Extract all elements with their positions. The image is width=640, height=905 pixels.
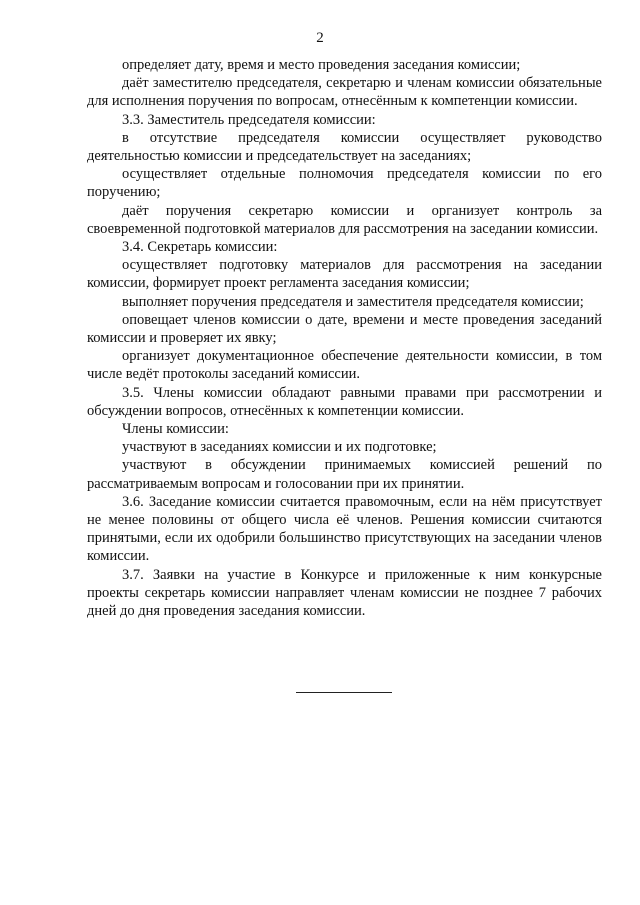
section-3-6-quorum: 3.6. Заседание комиссии считается правомочным, если на нём присутствует не менее половины от общего числа её членов. Решения комиссии считаются принятыми, если их одобрили большинство присутствующих на заседании членов комиссии. bbox=[87, 493, 602, 565]
section-3-7-applications: 3.7. Заявки на участие в Конкурсе и приложенные к ним конкурсные проекты секретарь комиссии направляет членам комиссии не позднее 7 рабочих дней до дня проведения заседания комиссии. bbox=[87, 566, 602, 620]
page-number: 2 bbox=[316, 30, 324, 46]
paragraph-deputy-orders: даёт поручения секретарю комиссии и организует контроль за своевременной подготовкой материалов для рассмотрения на заседании комиссии. bbox=[87, 202, 602, 237]
paragraph-members-discuss: участвуют в обсуждении принимаемых комиссией решений по рассматриваемым вопросам и голосовании при их принятии. bbox=[87, 457, 602, 492]
section-3-5-equal-rights: 3.5. Члены комиссии обладают равными правами при рассмотрении и обсуждении вопросов, отнесённых к компетенции комиссии. bbox=[87, 384, 602, 419]
paragraph-deputy-powers: осуществляет отдельные полномочия председателя комиссии по его поручению; bbox=[87, 166, 602, 201]
paragraph-members-participate: участвуют в заседаниях комиссии и их подготовке; bbox=[122, 439, 437, 456]
paragraph-secretary-documents: организует документационное обеспечение деятельности комиссии, в том числе ведёт протоколы заседаний комиссии. bbox=[87, 348, 602, 383]
paragraph-deputy-leads: в отсутствие председателя комиссии осуществляет руководство деятельностью комиссии и председательствует на заседаниях; bbox=[87, 129, 602, 165]
paragraph-members-heading: Члены комиссии: bbox=[122, 421, 229, 438]
document-body bbox=[87, 56, 602, 620]
section-heading-3-4: 3.4. Секретарь комиссии: bbox=[122, 239, 278, 256]
end-divider-line bbox=[296, 692, 392, 693]
paragraph-chair-gives-orders: даёт заместителю председателя, секретарю и членам комиссии обязательные для исполнения поручения по вопросам, отнесённым к компетенции комиссии. bbox=[87, 75, 602, 110]
section-heading-3-3: 3.3. Заместитель председателя комиссии: bbox=[122, 111, 376, 128]
paragraph-secretary-notifies: оповещает членов комиссии о дате, времени и месте проведения заседаний комиссии и проверяет их явку; bbox=[87, 311, 602, 347]
paragraph-secretary-executes: выполняет поручения председателя и заместителя председателя комиссии; bbox=[122, 293, 584, 310]
paragraph-chair-sets-date: определяет дату, время и место проведения заседания комиссии; bbox=[122, 57, 521, 73]
paragraph-secretary-prepares: осуществляет подготовку материалов для рассмотрения на заседании комиссии, формирует проект регламента заседания комиссии; bbox=[87, 257, 602, 292]
